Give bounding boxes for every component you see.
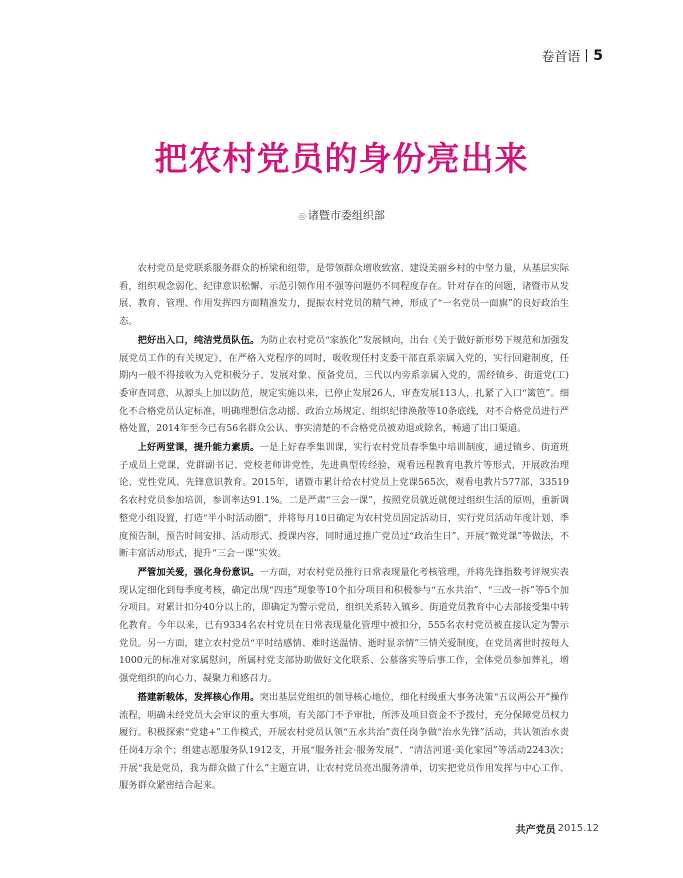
header-divider [586, 49, 587, 62]
page-footer [516, 821, 599, 836]
paragraph-heading: 严管加关爱，强化身份意识。 [137, 566, 260, 578]
paragraph-heading: 上好两堂课，提升能力素质。 [137, 442, 260, 454]
paragraph-section-3 [119, 564, 569, 688]
author-bullet-icon: ◎ [298, 212, 306, 222]
paragraph-section-1 [119, 332, 569, 438]
page-number: 5 [593, 47, 603, 64]
paragraph-heading: 搭建新载体，发挥核心作用。 [137, 691, 260, 703]
paragraph-text: 农村党员是党联系服务群众的桥梁和纽带，是带领群众增收致富、建设美丽乡村的中坚力量，从基层实际看，组织观念弱化、纪律意识松懈、示范引领作用不强等问题仍不同程度存在。针对存在的问题，诸暨市从发展、教育、管理、作用发挥四方面精准发力，提振农村党员的精气神，形成了“一名党员一面旗”的良好政治生态。 [119, 263, 569, 328]
paragraph-text: 一方面，对农村党员推行日常表现量化考核管理，并将先锋指数考评规实表现认定细化到每季度考核，确定出现“四违”现象等10个扣分项目和积极参与“五水共治”、“三改一拆”等5个加分项目。对累计扣分40分以上的，即确定为警示党员，组织关系转入镇乡、街道党员教育中心去部接受集中转化教育。今年以来，已有9334名农村党员在日常表现量化管理中被扣分，555名农村党员被直接认定为警示党员。另一方面，建立农村党员“平时结感情、难时送温情、逝时显亲情”三情关爱制度，在党员离世时按每人1000元的标准对家属慰问，所属村党支部协助做好文化联系、公墓落实等后事工作，全体党员参加葬礼，增强党组织的向心力、凝聚力和感召力。 [119, 566, 569, 685]
paragraph-text: 突出基层党组织的领导核心地位，细化村级重大事务决策“五议两公开”操作流程，明确未经党员大会审议的重大事项，有关部门不予审批，所涉及项目资金不予拨付，充分保障党员权力履行。积极探索“党建+”工作模式，开展农村党员认领“五水共治”责任岗争做“治水先锋”活动，共认领治水责任岗4万余个；组建志愿服务队1912支，开展“服务社会·服务发展”、“清洁河道·美化家园”等活动2243次；开展“我是党员，我为群众做了什么”主题宣讲，让农村党员亮出服务清单，切实把党员作用发挥与中心工作、服务群众紧密结合起来。 [119, 691, 569, 792]
article-title: 把农村党员的身份亮出来 [154, 139, 529, 178]
paragraph-section-4 [119, 689, 569, 795]
issue-number: 2015.12 [557, 823, 599, 834]
paragraph-heading: 把好出入口，纯洁党员队伍。 [137, 334, 260, 346]
page-header [541, 46, 603, 65]
paragraph-section-2 [119, 439, 569, 563]
paragraph-intro [119, 260, 569, 331]
paragraph-text: 一是上好春季集训课，实行农村党员春季集中培训制度，通过镇乡、街道班子成员上党课，党群副书记、党校老师讲党性，先进典型传经验，观看远程教育电教片等形式，开展政治理论、党性党风、先锋意识教育。2015年，诸暨市累计给农村党员上党课565次，观看电教片577部，33519名农村党员参加培训，参训率达91.1%。二是严肃“三会一课”，按照党员就近就便过组织生活的原则，重新调整党小组设置，打造“半小时活动圈”，并将每月10日确定为农村党员固定活动日，实行党员活动年度计划、季度预告制，预告时间安排、活动形式、授课内容，同时通过推广党员过“政治生日”、开展“微党课”等做法，不断丰富活动形式，提升“三会一课”实效。 [119, 442, 569, 560]
author-line [0, 207, 683, 223]
magazine-logo: 共产党员 [515, 825, 556, 836]
paragraph-text: 为防止农村党员“家族化”发展倾向，出台《关于做好新形势下规范和加强发展党员工作的有关规定》，在严格入党程序的同时，吸收现任村支委干部直系亲属入党的，实行回避制度，任期内一般不得接收为入党积极分子、发展对象、预备党员，三代以内旁系亲属入党的，需经镇乡、街道党(工)委审查同意，从源头上加以防范，规定实施以来，已停止发展26人，审查发展113人，扎紧了入口“篱笆”。细化不合格党员认定标准，明确理想信念动摇、政治立场规定、组织纪律涣散等10条底线，对不合格党员进行严格处置，2014年至今已有56名群众公认、事实清楚的不合格党员被劝退或除名，畅通了出口渠道。 [119, 334, 569, 435]
author-name: 诸暨市委组织部 [307, 209, 385, 222]
section-name: 卷首语 [541, 50, 581, 65]
article-body [119, 260, 569, 796]
